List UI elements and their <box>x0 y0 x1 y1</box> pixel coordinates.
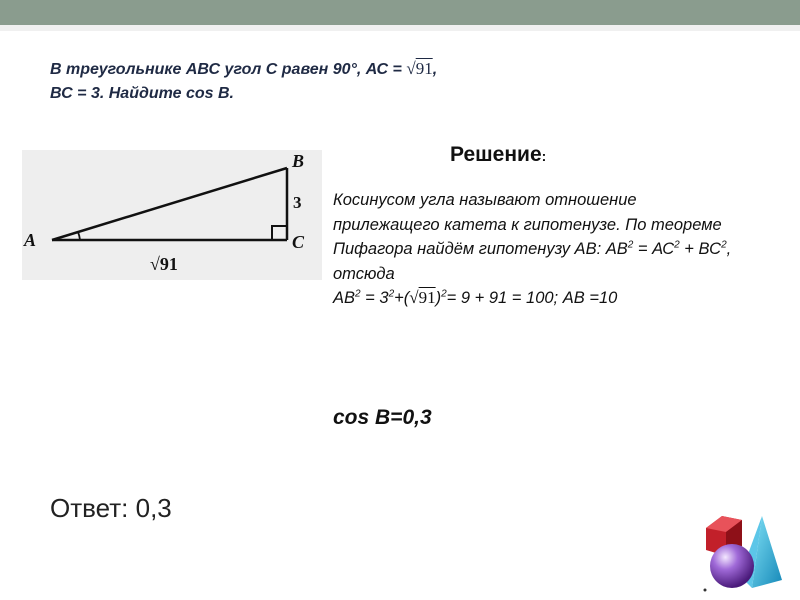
solution-radicand: 91 <box>418 288 436 307</box>
side-ac-label: √91 <box>150 254 178 274</box>
solution-p2-sup: 2 <box>355 288 361 300</box>
solution-title-text: Решение <box>450 143 542 166</box>
problem-line2: ВС = 3. Найдите cos B. <box>50 85 234 102</box>
problem-statement <box>50 57 610 106</box>
vertex-b-label: B <box>292 151 305 171</box>
solution-p1: Косинусом угла называют отношение прилежащего катета к гипотенузе. По теореме Пифагора найдём гипотенузу АВ: АВ <box>333 191 722 258</box>
solution-p1-sup3: 2 <box>721 239 727 251</box>
solution-p1-end: , отсюда <box>333 240 732 283</box>
decor-dot <box>704 589 707 592</box>
vertex-c-label: C <box>292 232 305 252</box>
geometric-shapes-icon <box>700 510 785 595</box>
solution-p2-start: АВ <box>333 289 356 307</box>
problem-radicand: 91 <box>415 59 433 78</box>
solution-p2-sup2: 2 <box>388 288 395 300</box>
solution-p2-close: ) <box>435 289 442 307</box>
solution-p2-mid: = 3 <box>360 289 389 307</box>
answer-text: Ответ: 0,3 <box>50 493 172 523</box>
solution-title-colon: : <box>541 148 547 164</box>
solution-text <box>333 188 733 311</box>
solution-p1-sup: 2 <box>627 239 634 251</box>
problem-line1-suffix: , <box>432 61 438 78</box>
solution-sqrt: √91 <box>409 288 436 307</box>
problem-sqrt: √91 <box>406 59 433 78</box>
vertex-a-label: A <box>24 230 37 250</box>
solution-p1-mid: = АС <box>633 240 675 258</box>
solution-title <box>450 143 546 167</box>
purple-sphere-shape <box>710 544 754 588</box>
side-bc-label: 3 <box>293 193 302 212</box>
slide-top-bar <box>0 0 800 25</box>
solution-p2-plus: +( <box>394 289 410 307</box>
solution-p2-end: = 9 + 91 = 100; АВ =10 <box>446 289 618 307</box>
solution-p1-sup2: 2 <box>674 239 680 251</box>
triangle-figure <box>22 150 322 280</box>
problem-line1-prefix: В треугольнике АВС угол С равен 90°, АС = <box>50 61 407 78</box>
result-cos-b: cos B=0,3 <box>333 406 432 429</box>
solution-p1-mid2: + ВС <box>679 240 722 258</box>
slide-top-rule <box>0 25 800 31</box>
solution-p2-sup3: 2 <box>441 288 447 300</box>
